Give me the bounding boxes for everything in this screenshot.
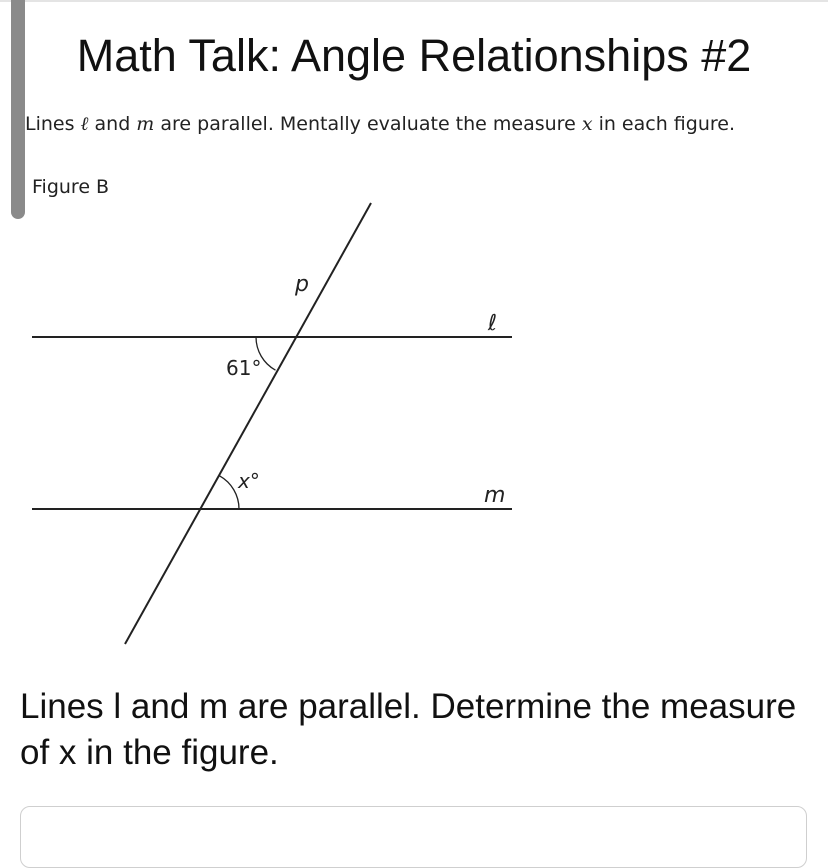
transversal-p bbox=[125, 203, 371, 644]
line-m-label: m bbox=[484, 483, 506, 508]
instructions-part: in each figure. bbox=[592, 113, 735, 135]
variable-x: 𝑥 bbox=[581, 113, 593, 135]
question-text: Lines l and m are parallel. Determine the measure of x in the figure. bbox=[20, 687, 797, 772]
answer-input[interactable] bbox=[20, 806, 807, 868]
instructions-text bbox=[25, 110, 735, 138]
instructions-part: Lines bbox=[25, 113, 81, 135]
instructions-part: and bbox=[88, 113, 137, 135]
variable-l: ℓ bbox=[80, 113, 89, 135]
unknown-angle-label: x° bbox=[238, 469, 260, 493]
page-title: Math Talk: Angle Relationships #2 bbox=[76, 30, 752, 81]
figure-label: Figure B bbox=[32, 176, 110, 198]
top-divider bbox=[0, 0, 828, 2]
line-l-label: ℓ bbox=[488, 311, 498, 336]
angle-arc-x bbox=[220, 476, 240, 509]
instructions-part: are parallel. Mentally evaluate the measure bbox=[154, 113, 582, 135]
parallel-lines-figure bbox=[0, 190, 560, 660]
known-angle-label: 61° bbox=[226, 356, 262, 380]
variable-m: 𝑚 bbox=[136, 113, 155, 135]
line-p-label: p bbox=[295, 272, 309, 297]
